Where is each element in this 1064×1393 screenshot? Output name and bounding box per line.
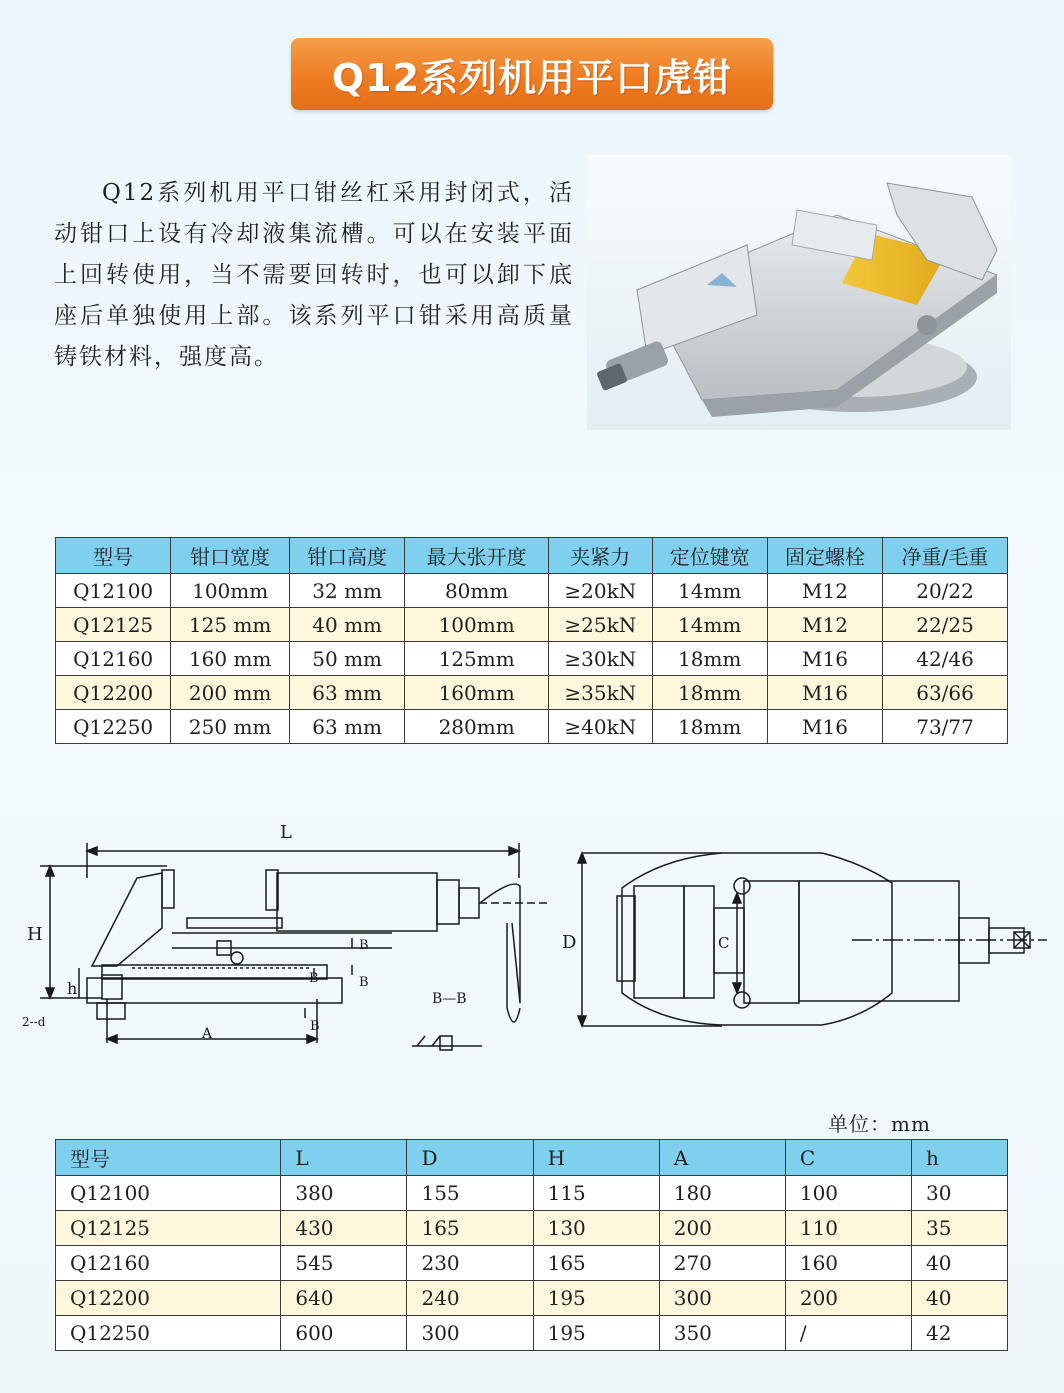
table-cell: 100mm [405, 608, 549, 642]
label-section: B—B [432, 991, 467, 1007]
table-cell: 50 mm [290, 642, 405, 676]
table-cell: 40 mm [290, 608, 405, 642]
table-cell: 73/77 [883, 710, 1008, 744]
table-cell: 160 mm [171, 642, 290, 676]
col-header-weight: 净重/毛重 [883, 538, 1008, 574]
col-header-model: 型号 [56, 538, 171, 574]
table-cell: 42 [911, 1316, 1007, 1351]
table-cell: M12 [767, 574, 882, 608]
col-header-key-width: 定位键宽 [652, 538, 767, 574]
label-holes: 2--d [22, 1015, 46, 1029]
table-cell: Q12100 [56, 574, 171, 608]
col-header-max-opening: 最大张开度 [405, 538, 549, 574]
table-row [56, 1246, 1008, 1281]
label-C: C [718, 934, 730, 952]
table-cell: 240 [407, 1281, 533, 1316]
table-cell: 80mm [405, 574, 549, 608]
table-cell: 130 [533, 1211, 659, 1246]
table-cell: 63 mm [290, 710, 405, 744]
table-cell: 42/46 [883, 642, 1008, 676]
table-cell: 600 [281, 1316, 407, 1351]
table-cell: ≥40kN [548, 710, 652, 744]
dimension-table [55, 1139, 1008, 1351]
label-L: L [280, 822, 292, 843]
table-cell: 350 [659, 1316, 785, 1351]
table-cell: 300 [407, 1316, 533, 1351]
table-cell: 18mm [652, 710, 767, 744]
table-cell: 200 [659, 1211, 785, 1246]
table-row [56, 574, 1008, 608]
table-cell: Q12200 [56, 676, 171, 710]
table-cell: 100mm [171, 574, 290, 608]
col-header-D: D [407, 1140, 533, 1176]
table-cell: 110 [785, 1211, 911, 1246]
table-cell: 35 [911, 1211, 1007, 1246]
label-B-1: B [359, 938, 369, 953]
table-cell: 18mm [652, 676, 767, 710]
table-cell: 300 [659, 1281, 785, 1316]
table-cell: 270 [659, 1246, 785, 1281]
table-row [56, 1281, 1008, 1316]
intro-paragraph: Q12系列机用平口钳丝杠采用封闭式，活动钳口上设有冷却液集流槽。可以在安装平面上回转使用，当不需要回转时，也可以卸下底座后单独使用上部。该系列平口钳采用高质量铸铁材料，强度高。 [54, 180, 574, 370]
table-cell: Q12125 [56, 608, 171, 642]
table-cell: 230 [407, 1246, 533, 1281]
table-cell: Q12160 [56, 1246, 281, 1281]
table-cell: 160 [785, 1246, 911, 1281]
table-cell: 63/66 [883, 676, 1008, 710]
table-cell: 195 [533, 1316, 659, 1351]
table-cell: ≥30kN [548, 642, 652, 676]
col-header-model: 型号 [56, 1140, 281, 1176]
table-cell: 20/22 [883, 574, 1008, 608]
table-cell: 180 [659, 1176, 785, 1211]
col-header-C: C [785, 1140, 911, 1176]
table-row [56, 1176, 1008, 1211]
col-header-jaw-height: 钳口高度 [290, 538, 405, 574]
col-header-bolt: 固定螺栓 [767, 538, 882, 574]
page-title: Q12系列机用平口虎钳 [331, 55, 733, 100]
unit-label: 单位：mm [828, 1112, 931, 1136]
table-cell: M16 [767, 676, 882, 710]
col-header-H: H [533, 1140, 659, 1176]
table-cell: Q12160 [56, 642, 171, 676]
technical-drawing [22, 818, 1052, 1063]
label-D: D [562, 932, 577, 953]
table-cell: Q12200 [56, 1281, 281, 1316]
table-cell: 14mm [652, 574, 767, 608]
table-cell: 200 [785, 1281, 911, 1316]
table-cell: 32 mm [290, 574, 405, 608]
label-B-3: B [309, 971, 319, 986]
col-header-clamp-force: 夹紧力 [548, 538, 652, 574]
table-cell: 545 [281, 1246, 407, 1281]
dimension-table-header [56, 1140, 1008, 1176]
label-h: h [67, 979, 78, 998]
table-row [56, 608, 1008, 642]
spec-table-header [56, 538, 1008, 574]
col-header-A: A [659, 1140, 785, 1176]
table-cell: 125 mm [171, 608, 290, 642]
table-cell: 200 mm [171, 676, 290, 710]
col-header-h: h [911, 1140, 1007, 1176]
table-cell: M12 [767, 608, 882, 642]
table-cell: 40 [911, 1246, 1007, 1281]
label-B-2: B [359, 975, 369, 990]
title-banner [291, 38, 773, 110]
table-row [56, 1316, 1008, 1351]
table-cell: Q12250 [56, 1316, 281, 1351]
table-cell: Q12250 [56, 710, 171, 744]
spec-table [55, 537, 1008, 744]
label-A: A [202, 1026, 213, 1042]
table-row [56, 676, 1008, 710]
table-cell: 160mm [405, 676, 549, 710]
table-cell: / [785, 1316, 911, 1351]
table-cell: 380 [281, 1176, 407, 1211]
table-cell: 165 [533, 1246, 659, 1281]
table-cell: 250 mm [171, 710, 290, 744]
table-cell: ≥20kN [548, 574, 652, 608]
table-cell: 22/25 [883, 608, 1008, 642]
table-cell: 30 [911, 1176, 1007, 1211]
col-header-jaw-width: 钳口宽度 [171, 538, 290, 574]
table-cell: 155 [407, 1176, 533, 1211]
label-H: H [27, 924, 43, 945]
table-cell: 63 mm [290, 676, 405, 710]
table-cell: Q12100 [56, 1176, 281, 1211]
table-cell: 125mm [405, 642, 549, 676]
table-cell: 115 [533, 1176, 659, 1211]
table-cell: 14mm [652, 608, 767, 642]
table-cell: 165 [407, 1211, 533, 1246]
table-cell: 18mm [652, 642, 767, 676]
table-cell: 640 [281, 1281, 407, 1316]
col-header-L: L [281, 1140, 407, 1176]
table-cell: 430 [281, 1211, 407, 1246]
table-cell: M16 [767, 710, 882, 744]
vise-photo [587, 155, 1011, 430]
table-row [56, 1211, 1008, 1246]
table-cell: 280mm [405, 710, 549, 744]
table-cell: M16 [767, 642, 882, 676]
table-cell: ≥25kN [548, 608, 652, 642]
table-cell: ≥35kN [548, 676, 652, 710]
table-cell: Q12125 [56, 1211, 281, 1246]
table-cell: 100 [785, 1176, 911, 1211]
table-row [56, 710, 1008, 744]
table-cell: 40 [911, 1281, 1007, 1316]
table-cell: 195 [533, 1281, 659, 1316]
table-row [56, 642, 1008, 676]
label-B-4: B [310, 1019, 320, 1034]
